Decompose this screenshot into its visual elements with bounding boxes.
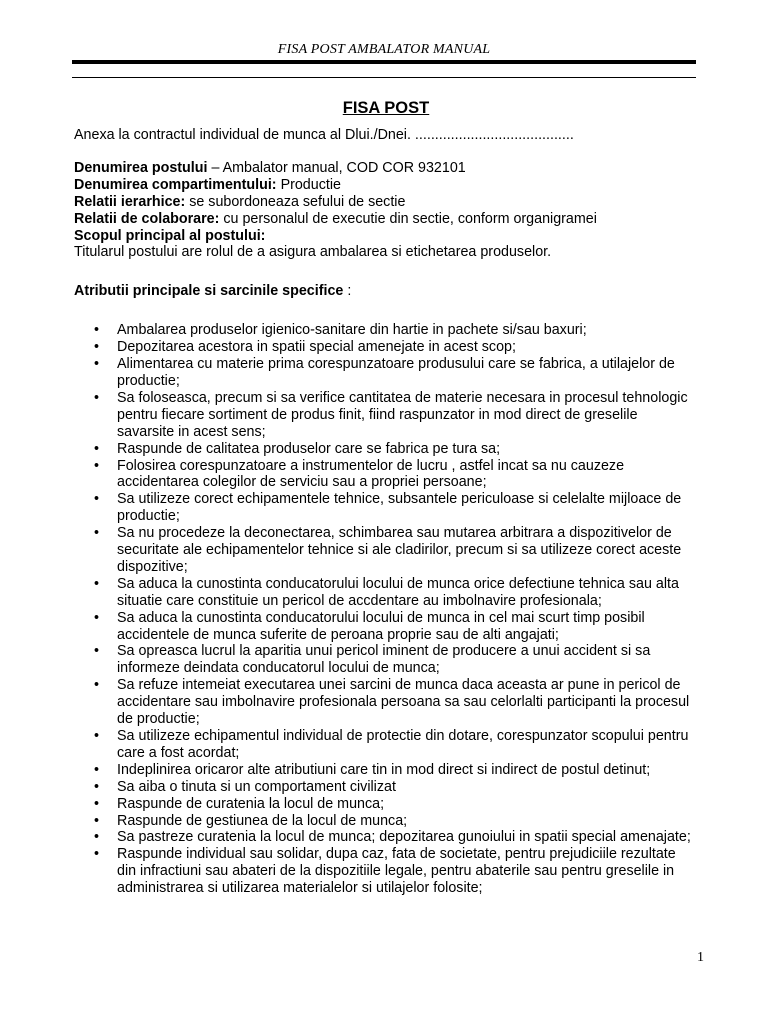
bullet-icon: • (94, 491, 100, 508)
duty-item (74, 779, 698, 796)
duty-item (74, 677, 698, 728)
bullet-icon: • (94, 322, 100, 339)
bullet-icon: • (94, 356, 100, 373)
spacer (74, 144, 698, 160)
bullet-icon: • (94, 812, 100, 829)
field-job-title (74, 160, 698, 177)
duty-item (74, 356, 698, 390)
field-label: Relatii ierarhice: (74, 193, 186, 210)
bullet-icon: • (94, 575, 100, 592)
duty-item (74, 525, 698, 576)
running-header: FISA POST AMBALATOR MANUAL (277, 42, 491, 57)
bullet-icon: • (94, 846, 100, 863)
duty-item (74, 829, 698, 846)
bullet-icon: • (94, 677, 100, 694)
duty-text: Sa utilizeze corect echipamentele tehnice, subsantele periculoase si celelalte mijloace de productie; (117, 491, 682, 525)
bullet-icon: • (94, 440, 100, 457)
duty-text: Sa refuze intemeiat executarea unei sarcini de munca daca aceasta ar pune in pericol de accidentare sau imbolnavire profesionala persoana sa sau celorlalti participanti la procesul de productie; (117, 677, 690, 728)
spacer (74, 261, 698, 283)
field-purpose (74, 228, 698, 245)
duty-item (74, 339, 698, 356)
bullet-icon: • (94, 525, 100, 542)
duty-text: Sa aiba o tinuta si un comportament civilizat (117, 778, 396, 795)
annex-line: Anexa la contractul individual de munca al Dlui./Dnei. ........................................ (74, 127, 574, 143)
duty-text: Sa utilizeze echipamentul individual de protectie din dotare, corespunzator scopului pentru care a fost acordat; (117, 728, 689, 761)
duty-text: Sa pastreze curatenia la locul de munca; depozitarea gunoiului in spatii special amenajate; (117, 829, 691, 846)
duty-item (74, 610, 698, 644)
duty-item (74, 390, 698, 441)
document-title: FISA POST (342, 99, 430, 117)
field-separator: – (207, 159, 223, 176)
duty-text: Raspunde individual sau solidar, dupa caz, fata de societate, pentru prejudiciile rezultate din infractiuni sau abateri de la dispozitiile legale, pentru abaterile sau pentru greselile in administrarea si utilizarea materialelor si utilajelor folosite; (117, 846, 676, 897)
field-collaboration (74, 211, 698, 228)
duties-heading-suffix: : (343, 283, 352, 300)
duties-heading (74, 283, 698, 300)
bullet-icon: • (94, 389, 100, 406)
duty-text: Sa aduca la cunostinta conducatorului locului de munca in cel mai scurt timp posibil accidentele de munca suferite de peroana proprie sau de alti angajati; (117, 609, 645, 643)
field-value: Ambalator manual, COD COR 932101 (222, 159, 466, 176)
field-label: Relatii de colaborare: (74, 210, 220, 227)
field-value: cu personalul de executie din sectie, conform organigramei (223, 210, 597, 227)
spacer (74, 300, 698, 322)
duty-text: Ambalarea produselor igienico-sanitare din hartie in pachete si/sau baxuri; (117, 322, 587, 339)
field-label: Denumirea postului (74, 159, 208, 176)
duty-item (74, 796, 698, 813)
duty-item (74, 441, 698, 458)
field-value: se subordoneaza sefului de sectie (189, 193, 406, 210)
duty-text: Folosirea corespunzatoare a instrumentelor de lucru , astfel incat sa nu cauzeze accidentarea colegilor de serviciu sau a propriei persoane; (117, 457, 625, 491)
duty-text: Sa opreasca lucrul la aparitia unui pericol iminent de producere a unui accident si sa informeze deindata conducatorul locului de munca; (117, 643, 651, 677)
bullet-icon: • (94, 339, 100, 356)
header-rule-thin (72, 77, 696, 78)
field-department (74, 177, 698, 194)
bullet-icon: • (94, 609, 100, 626)
duty-item (74, 491, 698, 525)
field-hierarchy (74, 194, 698, 211)
duty-text: Sa aduca la cunostinta conducatorului locului de munca orice defectiune tehnica sau alta situatie care constituie un pericol de accdentare au imbolnavire profesionala; (117, 575, 679, 609)
field-label: Scopul principal al postului: (74, 227, 266, 244)
duty-text: Indeplinirea oricaror alte atributiuni care tin in mod direct si indirect de postul detinut; (117, 761, 651, 778)
duty-text: Raspunde de gestiunea de la locul de munca; (117, 812, 408, 829)
bullet-icon: • (94, 761, 100, 778)
duty-text: Alimentarea cu materie prima corespunzatoare produsului care se fabrica, a utilajelor de productie; (117, 356, 675, 389)
duty-item (74, 846, 698, 897)
duty-text: Depozitarea acestora in spatii special amenejate in acest scop; (117, 339, 516, 356)
document-body (74, 98, 698, 897)
header-rule-thick (72, 60, 696, 64)
duty-item (74, 576, 698, 610)
duty-item (74, 643, 698, 677)
duty-item (74, 322, 698, 339)
duty-item (74, 728, 698, 762)
bullet-icon: • (94, 643, 100, 660)
field-value: Productie (280, 176, 341, 193)
duties-list (74, 322, 698, 897)
bullet-icon: • (94, 795, 100, 812)
page-number: 1 (697, 950, 704, 965)
duty-item (74, 458, 698, 492)
field-label: Denumirea compartimentului: (74, 176, 277, 193)
duty-item (74, 813, 698, 830)
bullet-icon: • (94, 457, 100, 474)
bullet-icon: • (94, 778, 100, 795)
bullet-icon: • (94, 728, 100, 744)
duty-text: Raspunde de calitatea produselor care se fabrica pe tura sa; (117, 440, 501, 457)
duties-heading-label: Atributii principale si sarcinile specifice (74, 283, 344, 300)
duty-text: Sa foloseasca, precum si sa verifice cantitatea de materie necesara in procesul tehnologic pentru fiecare sortiment de produs finit, fiind raspunzator in mod direct de greselile savarsite in acest sens; (117, 389, 688, 440)
duty-text: Raspunde de curatenia la locul de munca; (117, 795, 385, 812)
duty-item (74, 762, 698, 779)
purpose-text: Titularul postului are rolul de a asigura ambalarea si etichetarea produselor. (74, 244, 552, 261)
duty-text: Sa nu procedeze la deconectarea, schimbarea sau mutarea arbitrara a dispozitivelor de securitate ale echipamentelor tehnice si ale cladirilor, precum si sa utilizeze corect aceste dispozitive; (117, 525, 682, 575)
bullet-icon: • (94, 829, 100, 846)
